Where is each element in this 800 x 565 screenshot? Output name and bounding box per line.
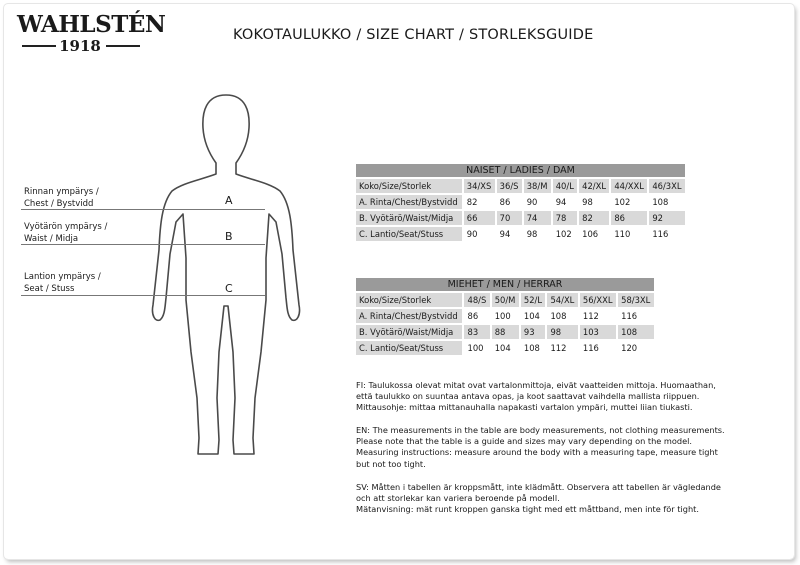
table-row: C. Lantio/Seat/Stuss 100 104 108 112 116 120 (356, 341, 654, 355)
label-chest: Rinnan ympärys / Chest / Bystvidd (24, 187, 99, 209)
line-waist (21, 244, 265, 245)
table-row: B. Vyötärö/Waist/Midja 66 70 74 78 82 86 92 (356, 211, 685, 225)
label-seat: Lantion ympärys / Seat / Stuss (24, 272, 101, 294)
notes-en: EN: The measurements in the table are body measurements, not clothing measurements. Please note that the table is a guide and sizes may vary depending on the model. Measuring instructions: measure around the body with a measuring tape, measure tight but not too tight. (356, 425, 725, 469)
notes-fi: FI: Taulukossa olevat mitat ovat vartalonmittoja, eivät vaatteiden mittoja. Huomaathan, että taulukko on suuntaa antava opas, ja koot saattavat vaihdella mallista riippuen. Mittausohje: mittaa mittanauhalla napakasti vartalon ympäri, muttei liian tiukasti. (356, 380, 716, 413)
ladies-size-table (354, 162, 687, 243)
table-row: Koko/Size/Storlek 34/XS 36/S 38/M 40/L 42/XL 44/XXL 46/3XL (356, 179, 685, 193)
table-row: C. Lantio/Seat/Stuss 90 94 98 102 106 110 116 (356, 227, 685, 241)
table-row: Koko/Size/Storlek 48/S 50/M 52/L 54/XL 56/XXL 58/3XL (356, 293, 654, 307)
page-title: KOKOTAULUKKO / SIZE CHART / STORLEKSGUIDE (233, 27, 594, 43)
marker-a: A (225, 194, 233, 207)
marker-b: B (225, 230, 233, 243)
table-row: A. Rinta/Chest/Bystvidd 82 86 90 94 98 102 108 (356, 195, 685, 209)
table-row: A. Rinta/Chest/Bystvidd 86 100 104 108 112 116 (356, 309, 654, 323)
label-waist: Vyötärön ympärys / Waist / Midja (24, 222, 108, 244)
table-row: B. Vyötärö/Waist/Midja 83 88 93 98 103 108 (356, 325, 654, 339)
men-header: MIEHET / MEN / HERRAR (356, 278, 654, 291)
logo-year: 1918 (59, 37, 101, 55)
line-seat (21, 295, 265, 296)
logo-name: WAHLSTÉN (17, 11, 166, 38)
ladies-header: NAISET / LADIES / DAM (356, 164, 685, 177)
line-chest (21, 209, 265, 210)
men-size-table (354, 276, 656, 357)
notes-sv: SV: Måtten i tabellen är kroppsmått, inte klädmått. Observera att tabellen är vägledande och att storlekar kan variera beroende på modell. Mätanvisning: mät runt kroppen ganska tight med ett måttband, men inte för tight. (356, 482, 721, 515)
marker-c: C (225, 282, 233, 295)
